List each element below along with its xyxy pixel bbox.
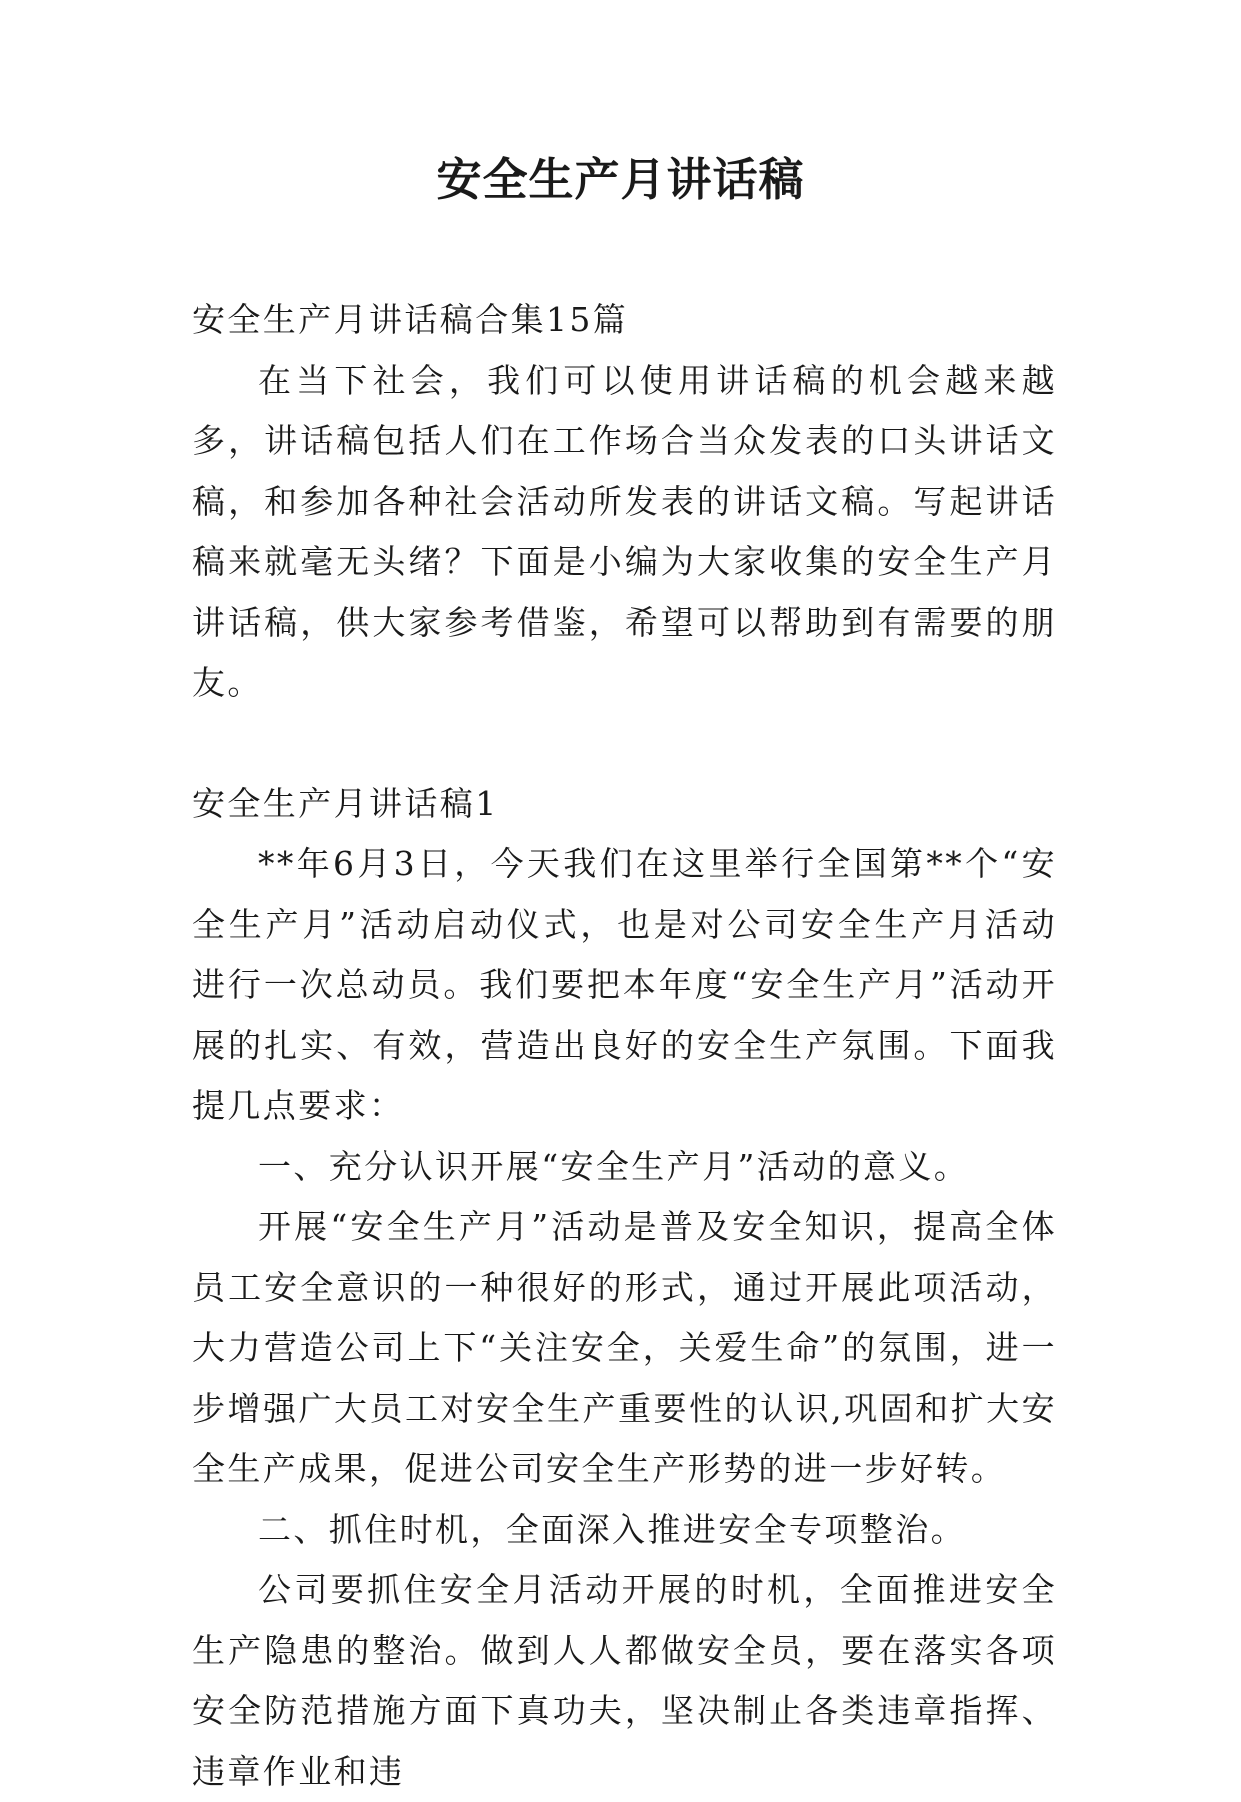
collection-heading: 安全生产月讲话稿合集15篇 <box>192 300 629 339</box>
document-body <box>192 290 1057 1802</box>
section-spacer <box>192 714 1057 774</box>
body-paragraph: 一、充分认识开展“安全生产月”活动的意义。 <box>258 1146 970 1186</box>
document-title: 安全生产月讲话稿 <box>436 153 805 206</box>
intro-paragraph: 在当下社会，我们可以使用讲话稿的机会越来越多，讲话稿包括人们在工作场合当众发表的口头讲话文稿，和参加各种社会活动所发表的讲话文稿。写起讲话稿来就毫无头绪？下面是小编为大家收集的安全生产月讲话稿，供大家参考借鉴，希望可以帮助到有需要的朋友。 <box>192 360 1057 702</box>
body-paragraph: 开展“安全生产月”活动是普及安全知识，提高全体员工安全意识的一种很好的形式，通过开展此项活动，大力营造公司上下“关注安全，关爱生命”的氛围，进一步增强广大员工对安全生产重要性的认识,巩固和扩大安全生产成果，促进公司安全生产形势的进一步好转。 <box>192 1207 1057 1488</box>
body-paragraph: **年6月3日，今天我们在这里举行全国第**个“安全生产月”活动启动仪式，也是对公司安全生产月活动进行一次总动员。我们要把本年度“安全生产月”活动开展的扎实、有效，营造出良好的安全生产氛围。下面我提几点要求： <box>192 844 1057 1125</box>
body-paragraph: 公司要抓住安全月活动开展的时机，全面推进安全生产隐患的整治。做到人人都做安全员，要在落实各项安全防范措施方面下真功夫，坚决制止各类违章指挥、违章作业和违 <box>192 1570 1057 1791</box>
body-paragraph: 二、抓住时机，全面深入推进安全专项整治。 <box>258 1509 966 1549</box>
section-heading: 安全生产月讲话稿1 <box>192 783 499 823</box>
